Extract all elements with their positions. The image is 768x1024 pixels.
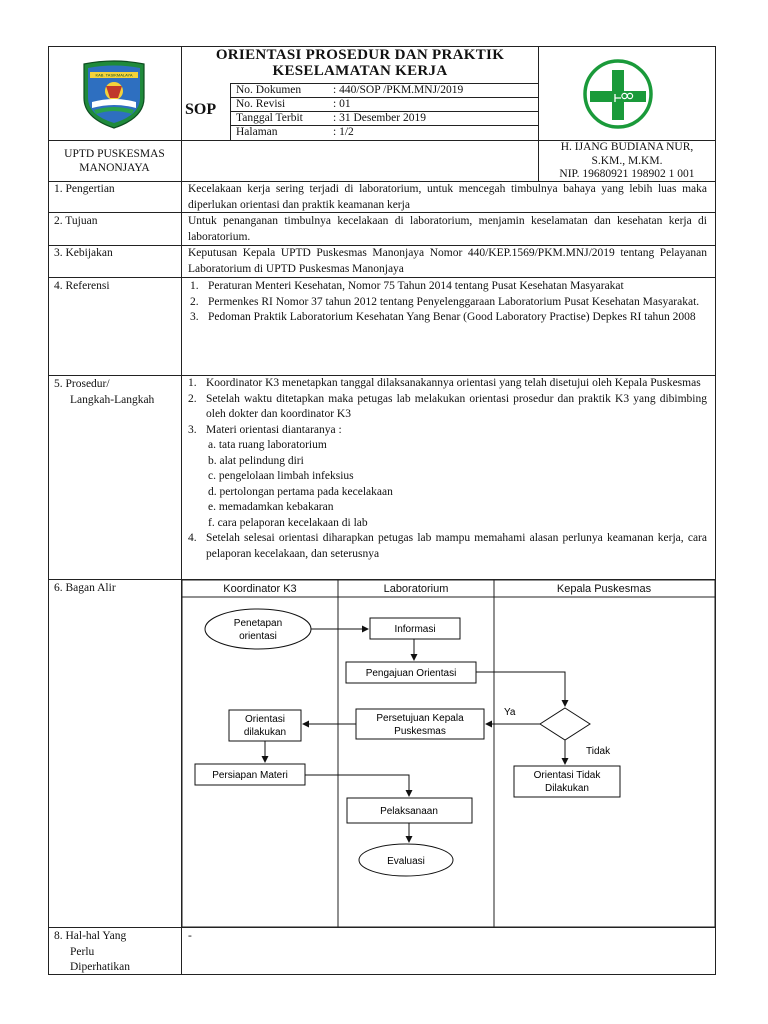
section-label-referensi: 4. Referensi bbox=[54, 280, 110, 292]
node-pelaksanaan: Pelaksanaan bbox=[380, 806, 438, 817]
section-text-pengertian: Kecelakaan kerja sering terjadi di laboratorium, untuk mencegah timbulnya bahaya yang lebih luas maka diperlukan orientasi dan praktik keamanan kerja bbox=[188, 183, 707, 211]
list-text: Permenkes RI Nomor 37 tahun 2012 tentang Penyelenggaraan Laboratorium Pusat Kesehatan Masyarakat. bbox=[208, 295, 700, 308]
meta-value: : 1/2 bbox=[333, 126, 354, 138]
node-pengajuan: Pengajuan Orientasi bbox=[365, 668, 457, 679]
org-line: UPTD PUSKESMAS bbox=[64, 148, 165, 160]
lane-header: Kepala Puskesmas bbox=[556, 583, 652, 595]
label-line: Langkah-Langkah bbox=[70, 394, 155, 406]
lane-header: Laboratorium bbox=[383, 583, 449, 595]
node-penetapan: Penetapan bbox=[233, 618, 283, 629]
list-number: 3. bbox=[188, 423, 197, 436]
label-line: Perlu bbox=[70, 945, 95, 958]
section-label-bagan-alir: 6. Bagan Alir bbox=[54, 582, 116, 594]
section-label-tujuan: 2. Tujuan bbox=[54, 215, 98, 227]
meta-value: : 01 bbox=[333, 98, 351, 110]
title-line-2: KESELAMATAN KERJA bbox=[272, 63, 448, 79]
sublist-item: e. memadamkan kebakaran bbox=[208, 501, 334, 513]
list-number: 3. bbox=[190, 311, 199, 323]
node-orientasi-dilakukan: Orientasi bbox=[244, 714, 286, 725]
node-penetapan: orientasi bbox=[239, 631, 277, 642]
section-label-kebijakan: 3. Kebijakan bbox=[54, 247, 113, 259]
meta-label: No. Dokumen bbox=[236, 84, 302, 96]
meta-value: : 31 Desember 2019 bbox=[333, 112, 426, 124]
lane-header: Koordinator K3 bbox=[223, 583, 297, 595]
label-line: 5. Prosedur/ bbox=[54, 378, 110, 390]
meta-label: Halaman bbox=[236, 126, 278, 138]
section-label-hal-hal bbox=[54, 929, 130, 976]
sublist-item: a. tata ruang laboratorium bbox=[208, 439, 327, 451]
list-text: Pedoman Praktik Laboratorium Kesehatan Yang Benar (Good Laboratory Practise) Depkes RI tahun 2008 bbox=[208, 311, 696, 323]
signer-degree: S.KM., M.KM. bbox=[591, 154, 663, 167]
title-line-1: ORIENTASI PROSEDUR DAN PRAKTIK bbox=[215, 47, 505, 63]
sublist-item: f. cara pelaporan kecelakaan di lab bbox=[208, 516, 368, 529]
org-line: MANONJAYA bbox=[79, 162, 150, 174]
label-line: 8. Hal-hal Yang bbox=[54, 930, 127, 942]
node-evaluasi: Evaluasi bbox=[387, 856, 425, 867]
section-label-pengertian: 1. Pengertian bbox=[54, 183, 115, 195]
sublist-item: b. alat pelindung diri bbox=[208, 454, 304, 467]
list-text: Setelah selesai orientasi diharapkan petugas lab mampu memahami alasan perlunya keamanan kerja, cara pelaporan kecelakaan, dan seterusnya bbox=[206, 532, 707, 560]
list-number: 2. bbox=[190, 295, 199, 308]
list-text: Materi orientasi diantaranya : bbox=[206, 423, 342, 436]
node-tidak-dilakukan: Orientasi Tidak bbox=[533, 770, 601, 781]
sop-label: SOP bbox=[185, 101, 217, 118]
node-orientasi-dilakukan: dilakukan bbox=[243, 727, 287, 738]
list-text: Peraturan Menteri Kesehatan, Nomor 75 Tahun 2014 tentang Pusat Kesehatan Masyarakat bbox=[208, 280, 624, 292]
list-text: Koordinator K3 menetapkan tanggal dilaksanakannya orientasi yang telah disetujui oleh Kepala Puskesmas bbox=[206, 377, 701, 389]
section-text-tujuan: Untuk penanganan timbulnya kecelakaan di laboratorium, menjamin keselamatan dan kesehatan kerja di laboratorium. bbox=[188, 215, 707, 243]
sublist-item: d. pertolongan pertama pada kecelakaan bbox=[208, 485, 393, 498]
meta-value: : 440/SOP /PKM.MNJ/2019 bbox=[333, 84, 464, 96]
list-number: 2. bbox=[188, 392, 197, 405]
list-number: 1. bbox=[190, 280, 199, 292]
edge-label-ya: Ya bbox=[504, 707, 516, 718]
edge-label-tidak: Tidak bbox=[586, 746, 611, 757]
node-informasi: Informasi bbox=[394, 624, 436, 635]
sublist-item: c. pengelolaan limbah infeksius bbox=[208, 470, 354, 482]
meta-label: No. Revisi bbox=[236, 98, 286, 110]
node-persetujuan: Puskesmas bbox=[394, 726, 446, 737]
logo-text: KAB. TASIKMALAYA bbox=[95, 72, 133, 78]
signer-nip: NIP. 19680921 198902 1 001 bbox=[559, 168, 695, 180]
section-text-kebijakan: Keputusan Kepala UPTD Puskesmas Manonjaya Nomor 440/KEP.1569/PKM.MNJ/2019 tentang Pelayanan Laboratorium di UPTD Puskesmas Manonjaya bbox=[188, 247, 707, 275]
node-persiapan: Persiapan Materi bbox=[212, 770, 288, 781]
section-text-hal-hal: - bbox=[188, 930, 192, 942]
node-tidak-dilakukan: Dilakukan bbox=[545, 783, 589, 794]
node-persetujuan: Persetujuan Kepala bbox=[376, 713, 464, 724]
list-number: 4. bbox=[188, 532, 197, 544]
label-line: Diperhatikan bbox=[70, 961, 131, 973]
signer-name: H. IJANG BUDIANA NUR, bbox=[560, 141, 694, 153]
list-text: Setelah waktu ditetapkan maka petugas lab melakukan orientasi prosedur dan praktik K3 yang dibimbing oleh dokter dan koordinator K3 bbox=[206, 392, 707, 420]
meta-label: Tanggal Terbit bbox=[236, 112, 303, 124]
list-number: 1. bbox=[188, 377, 197, 389]
